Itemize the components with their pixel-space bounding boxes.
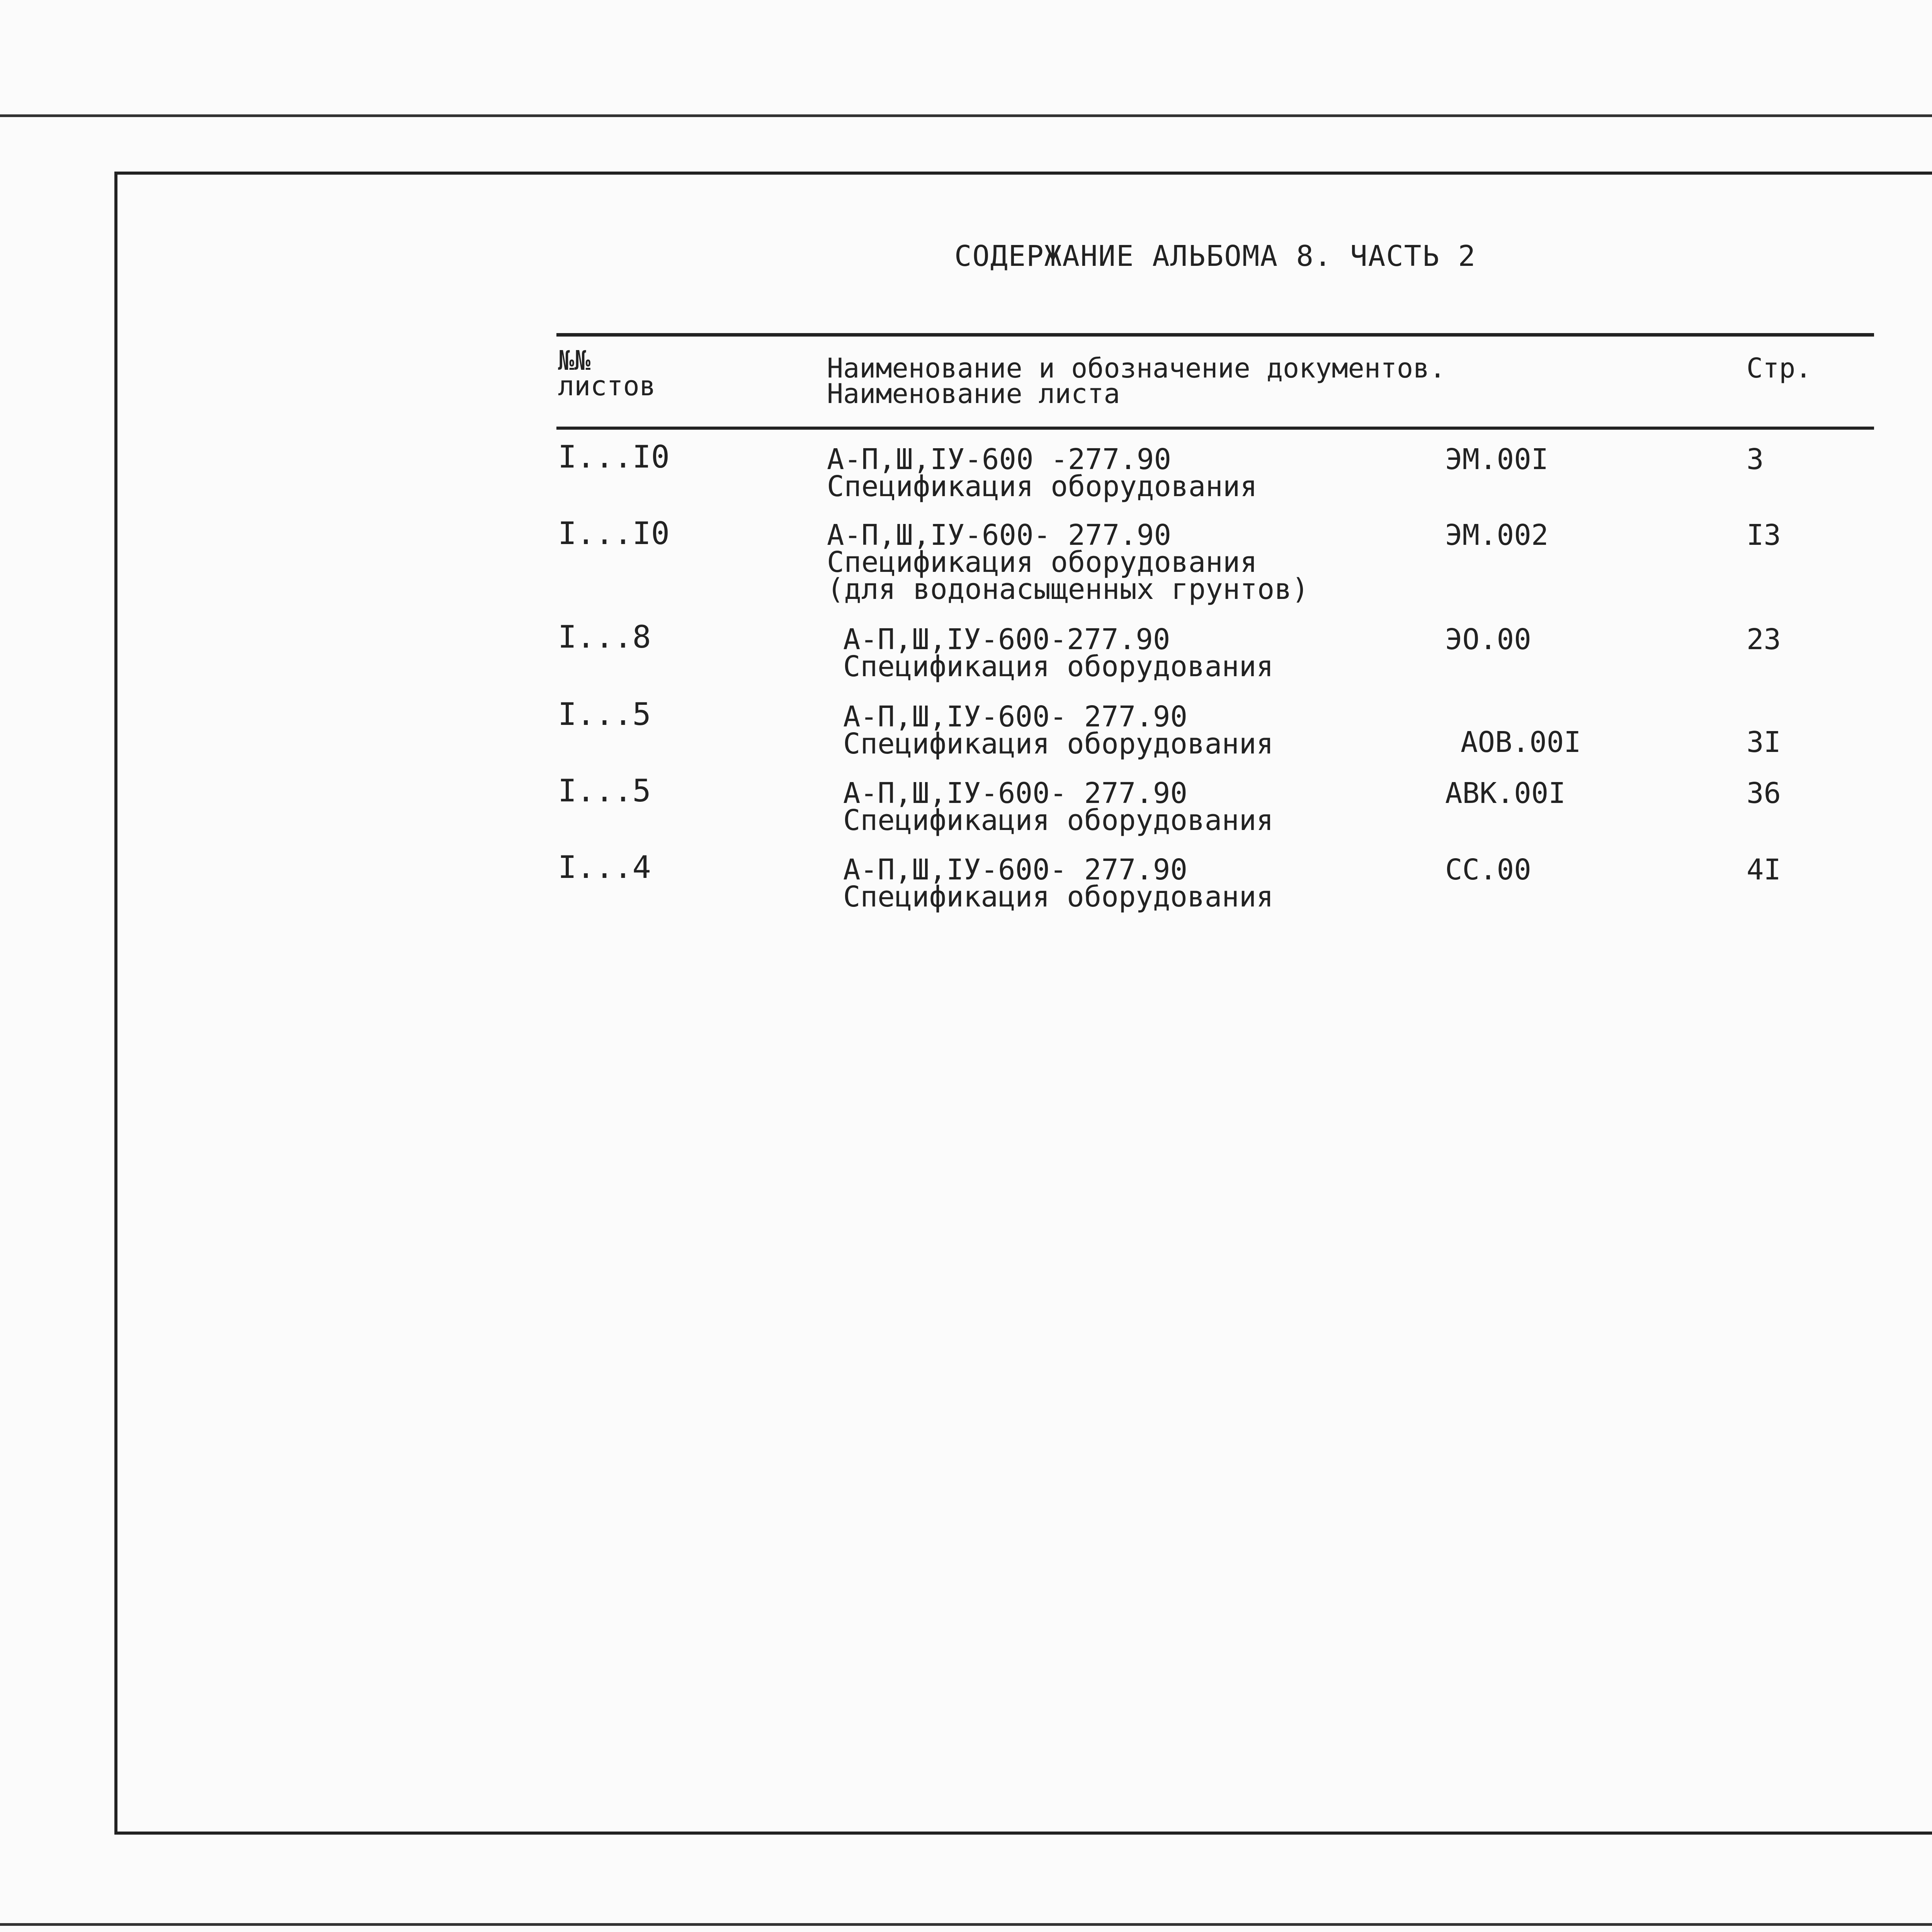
header-name: Наименование и обозначение документов. Наименование листа [827, 352, 1446, 410]
row-3-code: ЭО.00 [1445, 623, 1531, 656]
row-1-page: 3 [1747, 443, 1764, 476]
row-6-page: 4I [1747, 853, 1781, 886]
row-6-name: А-П,Ш,IУ-600- 277.90 Спецификация оборудования [843, 853, 1274, 913]
row-5-code: АВК.00I [1445, 777, 1566, 810]
row-4-name: А-П,Ш,IУ-600- 277.90 Спецификация оборудования [843, 700, 1274, 760]
row-4-page: 3I [1747, 726, 1781, 759]
row-1-code: ЭМ.00I [1445, 443, 1549, 476]
row-5-sheets: I...5 [558, 773, 651, 809]
row-2-name: А-П,Ш,IУ-600- 277.90 Спецификация оборудования (для водонасыщенных грунтов) [827, 519, 1309, 606]
row-3-page: 23 [1747, 623, 1781, 656]
document-title: СОДЕРЖАНИЕ АЛЬБОМА 8. ЧАСТЬ 2 [954, 240, 1476, 273]
row-2-page: I3 [1747, 519, 1781, 552]
row-3-sheets: I...8 [558, 619, 651, 655]
row-4-sheets: I...5 [558, 696, 651, 732]
row-6-sheets: I...4 [558, 849, 651, 885]
row-4-code: АОВ.00I [1461, 726, 1581, 759]
row-5-name: А-П,Ш,IУ-600- 277.90 Спецификация оборудования [843, 777, 1274, 837]
row-6-code: СС.00 [1445, 853, 1531, 886]
row-1-name: А-П,Ш,IУ-600 -277.90 Спецификация оборудования [827, 443, 1257, 503]
row-1-sheets: I...I0 [558, 439, 670, 475]
row-2-code: ЭМ.002 [1445, 519, 1549, 552]
inner-frame [114, 172, 1932, 1835]
row-3-name: А-П,Ш,IУ-600-277.90 Спецификация оборудования [843, 623, 1274, 683]
table-header-rule [556, 427, 1874, 430]
row-2-sheets: I...I0 [558, 515, 670, 551]
header-sheets: №№ листов [558, 345, 656, 402]
table-top-rule [556, 333, 1874, 337]
row-5-page: 36 [1747, 777, 1781, 810]
header-page: Стр. [1747, 352, 1812, 384]
